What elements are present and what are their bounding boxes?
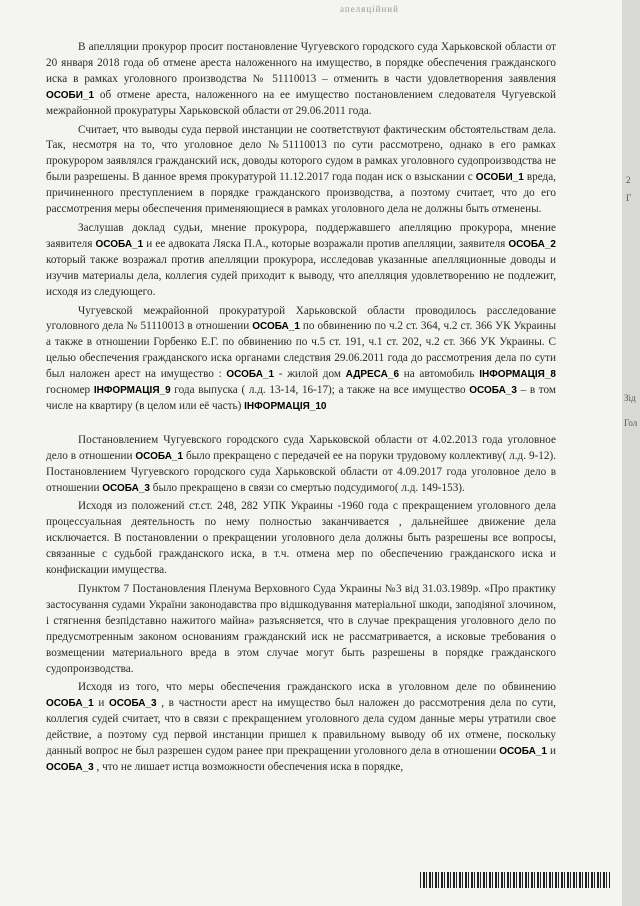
anonymized-tag: ОСОБА_1 [252,321,300,333]
paragraph [46,680,556,775]
paragraph [46,221,556,301]
text-run: вреда, причиненного преступлением в порядке гражданского производства, а поэтому считает, что до его рассмотрения меры обеспечения применяющиеся в рамках уголовного дела не должны быть отменены. [46,171,556,216]
text-run: Чугуевской межрайонной прокуратурой Харьковской области проводилось расследование уголовного дела № 51110013 в отношении [46,304,556,333]
adjacent-page-edge [622,0,640,906]
scan-header: апеляційний [340,4,399,14]
text-run: об отмене ареста, наложенного на ее имущество постановлением следователя Чугуевской межрайонной прокуратуры Харьковской области от 29.06.2011 года. [46,88,556,117]
text-run: , в частности арест на имущество был наложен до рассмотрения дела по сути, коллегия судей считает, что в связи с прекращением уголовного дела судом данные меры утратили свое действие, а поэтому суд первой инстанции пришел к правильному выводу об их отмене, поскольку данный вопрос не был разрешен судом ранее при прекращении уголовного дела в отношении [46,697,556,758]
text-run: на автомобиль [399,368,480,381]
text-run: который также возражал против апелляции прокурора, исследовав указанные апелляционные доводы и изучив материалы дела, коллегия судей приходит к выводу, что апелляция удовлетворению не подлежит, исходя из следующего. [46,253,556,298]
anonymized-tag: ІНФОРМАЦІЯ_10 [244,400,327,412]
paragraph [46,40,556,120]
text-run: было прекращено с передачей ее на поруки трудовому коллективу( л.д. 9-12). Постановлением Чугуевского городского суда Харьковской области от 4.09.2017 года уголовное дело в отношении [46,449,556,494]
text-run: по обвинению по ч.2 ст. 364, ч.2 ст. 366 УК Украины а также в отношении Горбенко Е.Г. по обвинению по ч.5 ст. 191, ч.1 ст. 202, ч.2 ст. 366 УК Украины. С целью обеспечения гражданского иска органами следствия 29.06.2011 года до рассмотрения дела по сути был наложен арест на имущество : [46,320,556,381]
text-run: - жилой дом [274,368,346,381]
text-run: госномер [46,384,94,397]
text-run: , что не лишает истца возможности обеспечения иска в порядке, [93,760,404,773]
paragraph [46,123,556,218]
anonymized-tag: ОСОБА_3 [102,482,150,494]
anonymized-tag: ОСОБА_2 [508,238,556,250]
anonymized-tag: ОСОБА_3 [108,698,157,710]
text-run: и [546,745,556,758]
anonymized-tag: ІНФОРМАЦІЯ_9 [93,385,171,397]
barcode [420,872,610,888]
text-run: года выпуска ( л.д. 13-14, 16-17); а также на все имущество [170,384,470,397]
anonymized-tag: ОСОБИ_1 [475,172,524,184]
document-body [46,40,556,779]
text-run: Исходя из того, что меры обеспечения гражданского иска в уголовном деле по обвинению [78,681,556,694]
text-run: Постановлением Чугуевского городского суда Харьковской области от 4.02.2013 года уголовное дело в отношении [46,433,556,462]
anonymized-tag: ОСОБА_1 [499,746,547,758]
anonymized-tag: АДРЕСА_6 [345,369,399,381]
text-run: – в том числе на квартиру (в целом или её часть) [46,384,557,412]
edge-mark: Гол [624,418,638,428]
edge-mark: Г [626,193,632,203]
text-run: и ее адвоката Ляска П.А., которые возражали против апелляции, заявителя [143,237,509,250]
paragraph [46,499,556,579]
text-run: Считает, что выводы суда первой инстанции не соответствуют фактическим обстоятельствам дела. Так, несмотря на то, что уголовное дело №51110013 по сути рассмотрено, однако в его рамках прокурором заявлялся гражданский иск, доводы которого судом в рамках уголовного судопроизводства не были разрешены. В данное время прокуратурой 11.12.2017 года подан иск о взыскании с [46,123,556,184]
paragraph [46,304,556,415]
anonymized-tag: ОСОБА_3 [469,385,517,397]
text-run: и [93,697,109,710]
paragraph [46,433,556,497]
edge-mark: Зід [624,393,636,403]
anonymized-tag: ОСОБА_1 [46,698,94,710]
anonymized-tag: ОСОБА_1 [226,369,275,381]
anonymized-tag: ОСОБА_3 [46,761,94,773]
anonymized-tag: ІНФОРМАЦІЯ_8 [479,369,556,381]
anonymized-tag: ОСОБА_1 [135,450,184,462]
anonymized-tag: ОСОБИ_1 [46,89,95,101]
edge-mark: 2 [626,175,631,185]
paragraph [46,582,556,677]
text-run: Пунктом 7 Постановления Пленума Верховного Суда Украины №3 від 31.03.1989р. «Про практику застосування судами України законодавства про відшкодування матеріальної шкоди, заподіяної злочином, і стягнення безпідставно нажитого майна» разъясняется, что в случае прекращения уголовного дело по предусмотренным законом основаниям гражданский иск не рассматривается, а исковые требования о возмещении материального вреда в этом случае могут быть разрешены в порядке гражданского судопроизводства. [46,583,556,675]
text-run: Заслушав доклад судьи, мнение прокурора, поддержавшего апелляцию прокурора, мнение заявителя [46,221,556,250]
text-run: Исходя из положений ст.ст. 248, 282 УПК Украины -1960 года с прекращением уголовного дела процессуальная деятельность по нему полностью заканчивается , дальнейшее движение дела исключается. В постановлении о прекращении уголовного дела должны быть разрешены все вопросы, связанные с судьбой гражданского иска, в т.ч. отмена мер по обеспечению гражданского иска и конфискации имущества. [46,500,556,577]
anonymized-tag: ОСОБА_1 [95,238,144,250]
text-run: В апелляции прокурор просит постановление Чугуевского городского суда Харьковской области от 20 января 2018 года об отмене ареста наложенного на имущество, в порядке обеспечения гражданского иска в рамках уголовного производства № 51110013 – отменить в части удовлетворения заявления [46,41,556,85]
text-run: было прекращено в связи со смертью подсудимого( л.д. 149-153). [149,481,465,494]
